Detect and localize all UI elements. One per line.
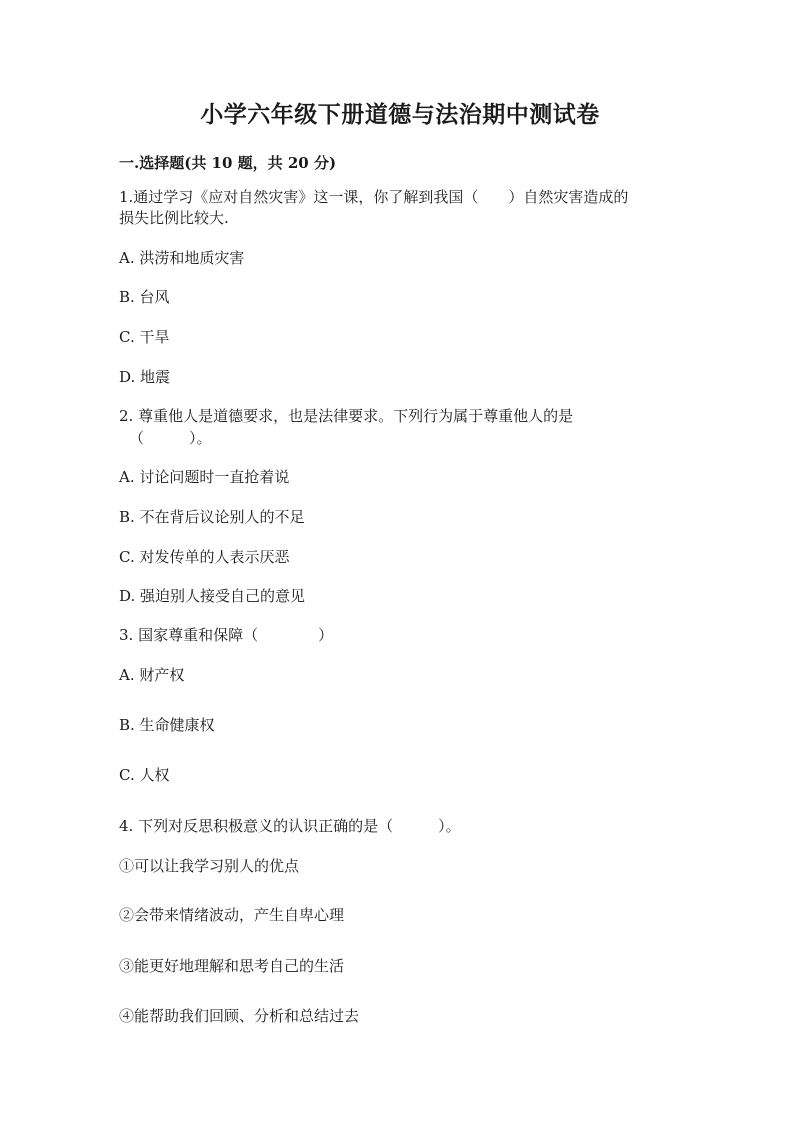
q4-item-3: ③能更好地理解和思考自己的生活: [119, 957, 345, 975]
q2-option-d: D. 强迫别人接受自己的意见: [119, 587, 306, 605]
q4-item-1: ①可以让我学习别人的优点: [119, 857, 300, 875]
q1-option-d: D. 地震: [119, 368, 171, 386]
q1-stem-line-2: 损失比例比较大.: [119, 209, 229, 227]
q1-option-b: B. 台风: [119, 288, 170, 306]
q3-option-b: B. 生命健康权: [119, 716, 215, 734]
q2-stem-line-2: （ ）。: [129, 429, 212, 447]
page-title: 小学六年级下册道德与法治期中测试卷: [200, 101, 600, 128]
q3-option-a: A. 财产权: [119, 666, 185, 684]
q1-option-a: A. 洪涝和地质灾害: [119, 249, 245, 267]
q1-stem-line-1: 1.通过学习《应对自然灾害》这一课，你了解到我国（ ）自然灾害造成的: [119, 188, 629, 206]
q2-option-a: A. 讨论问题时一直抢着说: [119, 468, 290, 486]
q4-item-4: ④能帮助我们回顾、分析和总结过去: [119, 1007, 360, 1025]
section-heading: 一.选择题(共 10 题，共 20 分): [119, 154, 337, 172]
q3-option-c: C. 人权: [119, 766, 170, 784]
q4-stem-line-1: 4. 下列对反思积极意义的认识正确的是（ ）。: [119, 817, 461, 835]
q1-option-c: C. 干旱: [119, 328, 170, 346]
q2-option-c: C. 对发传单的人表示厌恶: [119, 548, 290, 566]
q2-stem-line-1: 2. 尊重他人是道德要求，也是法律要求。下列行为属于尊重他人的是: [119, 407, 574, 425]
q2-option-b: B. 不在背后议论别人的不足: [119, 508, 305, 526]
q4-item-2: ②会带来情绪波动，产生自卑心理: [119, 906, 345, 924]
q3-stem-line-1: 3. 国家尊重和保障（ ）: [119, 626, 334, 644]
